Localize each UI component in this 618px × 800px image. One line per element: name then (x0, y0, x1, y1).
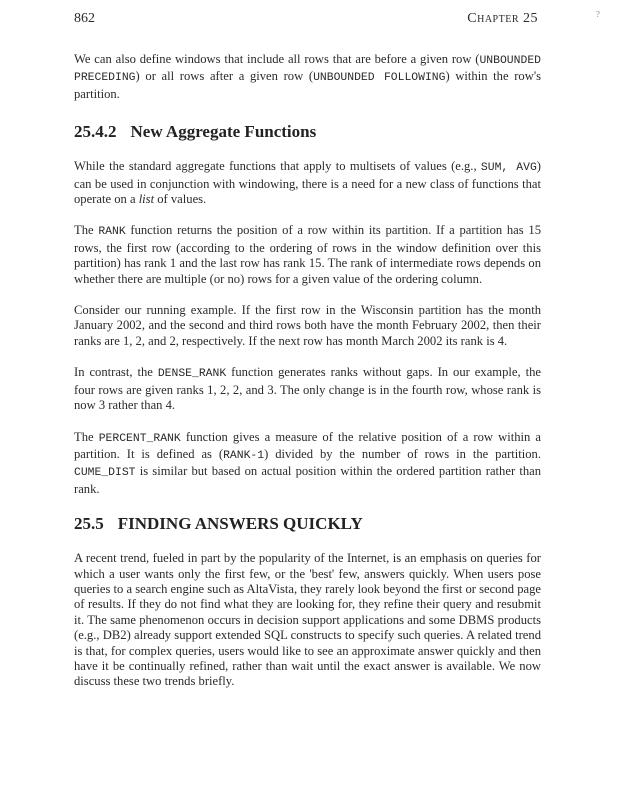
code-cume-dist: CUME_DIST (74, 467, 136, 480)
aggregate-functions-paragraph: While the standard aggregate functions that apply to multisets of values (e.g., SUM, AVG) can be used in conjunction with windowing, there is a need for a new class of functions that operate on a list of values. (74, 159, 541, 207)
section-number: 25.5 (74, 514, 104, 534)
page-body (74, 52, 541, 690)
code-percent-rank: PERCENT_RANK (98, 432, 181, 445)
code-rank-minus-one: RANK-1 (223, 449, 265, 462)
subsection-title: New Aggregate Functions (130, 122, 317, 142)
dense-rank-paragraph: In contrast, the DENSE_RANK function generates ranks without gaps. In our example, the four rows are given ranks 1, 2, 2, and 3. The only change is in the fourth row, whose rank is now 3 rather than 4. (74, 365, 541, 413)
intro-paragraph: We can also define windows that include all rows that are before a given row (UNBOUNDED PRECEDING) or all rows after a given row (UNBOUNDED FOLLOWING) within the row's partition. (74, 52, 541, 101)
running-head: Chapter 25 (467, 11, 538, 26)
emphasis-list: list (138, 192, 155, 207)
rank-paragraph: The RANK function returns the position of a row within its partition. If a partition has 15 rows, the first row (according to the ordering of rows in the window definition over this partition) has rank 1 and the last row has rank 15. The rank of intermediate rows depends on whether there are multiple (or no) rows for a given value of the ordering column. (74, 223, 541, 286)
running-example-paragraph: Consider our running example. If the first row in the Wisconsin partition has the month January 2002, and the second and third rows both have the month February 2002, then their ranks are 1, 2, and 2, respectively. If the next row has month March 2002 its rank is 4. (74, 303, 541, 348)
code-unbounded-preceding: UNBOUNDED PRECEDING (74, 55, 541, 85)
section-heading (74, 513, 541, 535)
finding-answers-paragraph: A recent trend, fueled in part by the popularity of the Internet, is an emphasis on queries for which a user wants only the first few, or the 'best' few, answers quickly. When users pose queries to a search engine such as AltaVista, they rarely look beyond the first or second page of results. If they do not find what they are looking for, they refine their query and resubmit it. The same phenomenon occurs in decision support applications and some DBMS products (e.g., DB2) already support extended SQL constructs to specify such queries. A related trend is that, for complex queries, users would like to see an approximate answer quickly and then have it be continually refined, rather than wait until the exact answer is available. We now discuss these two trends briefly. (74, 551, 541, 689)
page-number: 862 (74, 11, 95, 26)
page-header (74, 11, 538, 31)
subsection-number: 25.4.2 (74, 122, 117, 142)
subsection-heading (74, 121, 541, 143)
code-unbounded-following: UNBOUNDED FOLLOWING (313, 72, 446, 85)
code-rank: RANK (98, 226, 126, 239)
scan-mark: ? (595, 10, 600, 19)
code-sum-avg: SUM, AVG (480, 162, 537, 175)
code-dense-rank: DENSE_RANK (157, 368, 227, 381)
percent-rank-paragraph: The PERCENT_RANK function gives a measure of the relative position of a row within a partition. It is defined as (RANK-1) divided by the number of rows in the partition. CUME_DIST is similar but based on actual position within the ordered partition rather than rank. (74, 429, 542, 496)
section-title: FINDING ANSWERS QUICKLY (117, 514, 363, 534)
